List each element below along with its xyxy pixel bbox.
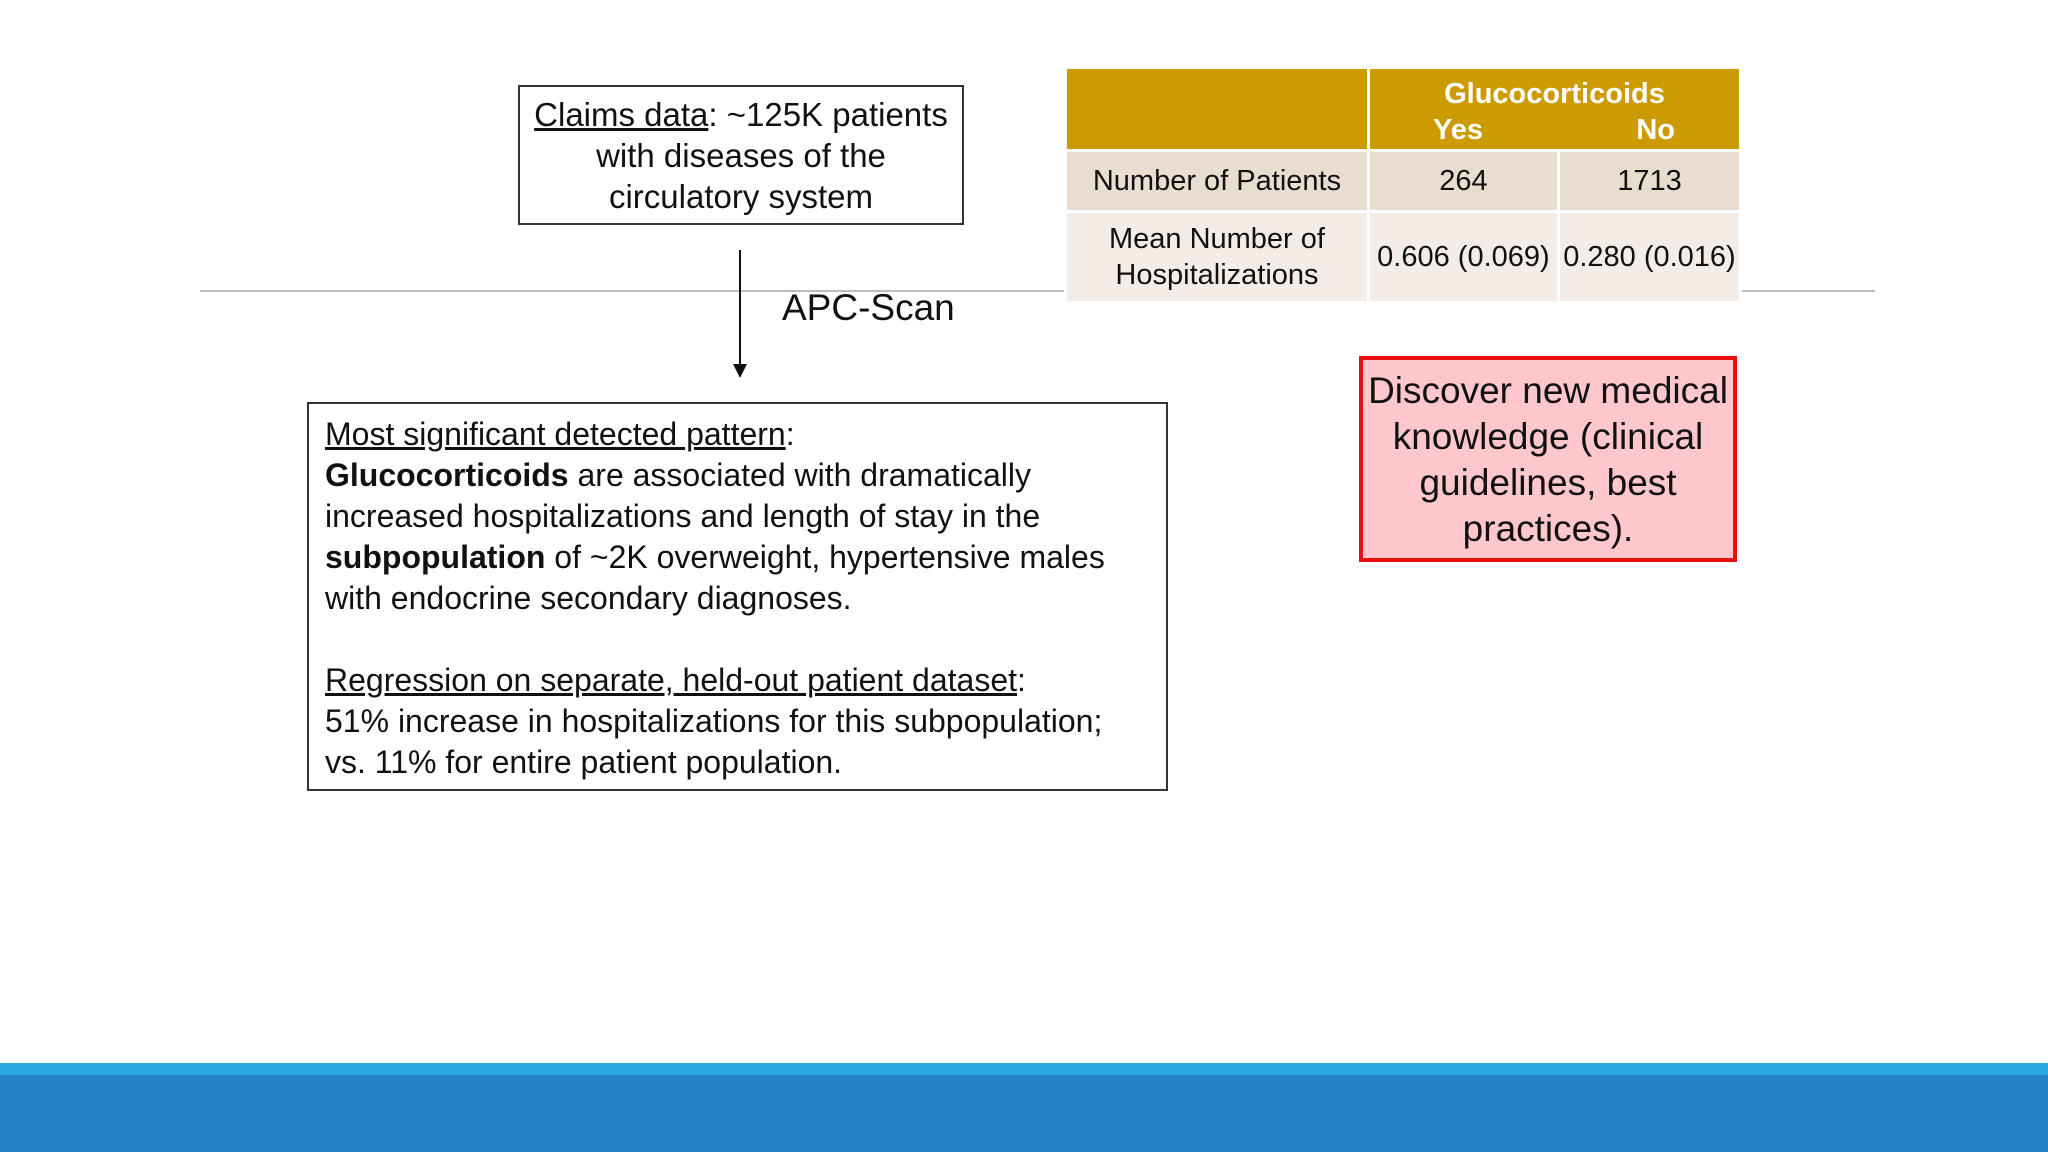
table-header-cell (1368, 68, 1740, 151)
claims-data-label: Claims data (534, 96, 709, 133)
claims-data-box (518, 85, 964, 225)
regression-text: 51% increase in hospitalizations for this subpopulation; vs. 11% for entire patient population. (325, 703, 1103, 780)
table-row-label: Mean Number of Hospitalizations (1066, 212, 1369, 303)
table-header-empty-cell (1066, 68, 1369, 151)
claims-data-text: ~125K patients with diseases of the circulatory system (596, 96, 948, 215)
table-header-yes: Yes (1432, 114, 1483, 146)
pattern-bold-glucocorticoids: Glucocorticoids (325, 457, 569, 493)
table-cell-yes: 0.606 (0.069) (1368, 212, 1558, 303)
table-cell-yes: 264 (1368, 151, 1558, 212)
claims-data-separator: : (708, 96, 718, 133)
regression-heading: Regression on separate, held-out patient dataset (325, 662, 1018, 698)
pattern-heading-separator: : (785, 416, 795, 452)
table-row (1066, 212, 1741, 303)
glucocorticoids-table (1064, 66, 1742, 304)
apc-scan-label: APC-Scan (782, 287, 955, 328)
table-row (1066, 151, 1741, 212)
pattern-text-1: are associated with dramatically increased hospitalizations and length of stay in the (325, 457, 1041, 534)
pattern-text-2: of ~2K overweight, hypertensive males with endocrine secondary diagnoses. (325, 539, 1105, 616)
pattern-heading: Most significant detected pattern (325, 416, 786, 452)
table-header-no: No (1636, 114, 1675, 146)
table-header-title: Glucocorticoids (1444, 78, 1665, 110)
table-cell-no: 0.280 (0.016) (1558, 212, 1740, 303)
arrow-down-icon (733, 364, 747, 378)
table-cell-no: 1713 (1558, 151, 1740, 212)
pattern-paragraph (325, 414, 1150, 619)
footer-bar (0, 1075, 2048, 1152)
paragraph-gap (325, 619, 1150, 660)
pattern-bold-subpopulation: subpopulation (325, 539, 546, 575)
detected-pattern-box (307, 402, 1168, 791)
regression-heading-separator: : (1017, 662, 1026, 698)
table-row-label: Number of Patients (1066, 151, 1369, 212)
medical-knowledge-callout: Discover new medical knowledge (clinical guidelines, best practices). (1359, 356, 1737, 562)
regression-paragraph (325, 660, 1150, 783)
flow-arrow-shaft (739, 250, 741, 368)
table-header-row (1066, 68, 1741, 151)
footer-accent-stripe (0, 1063, 2048, 1075)
